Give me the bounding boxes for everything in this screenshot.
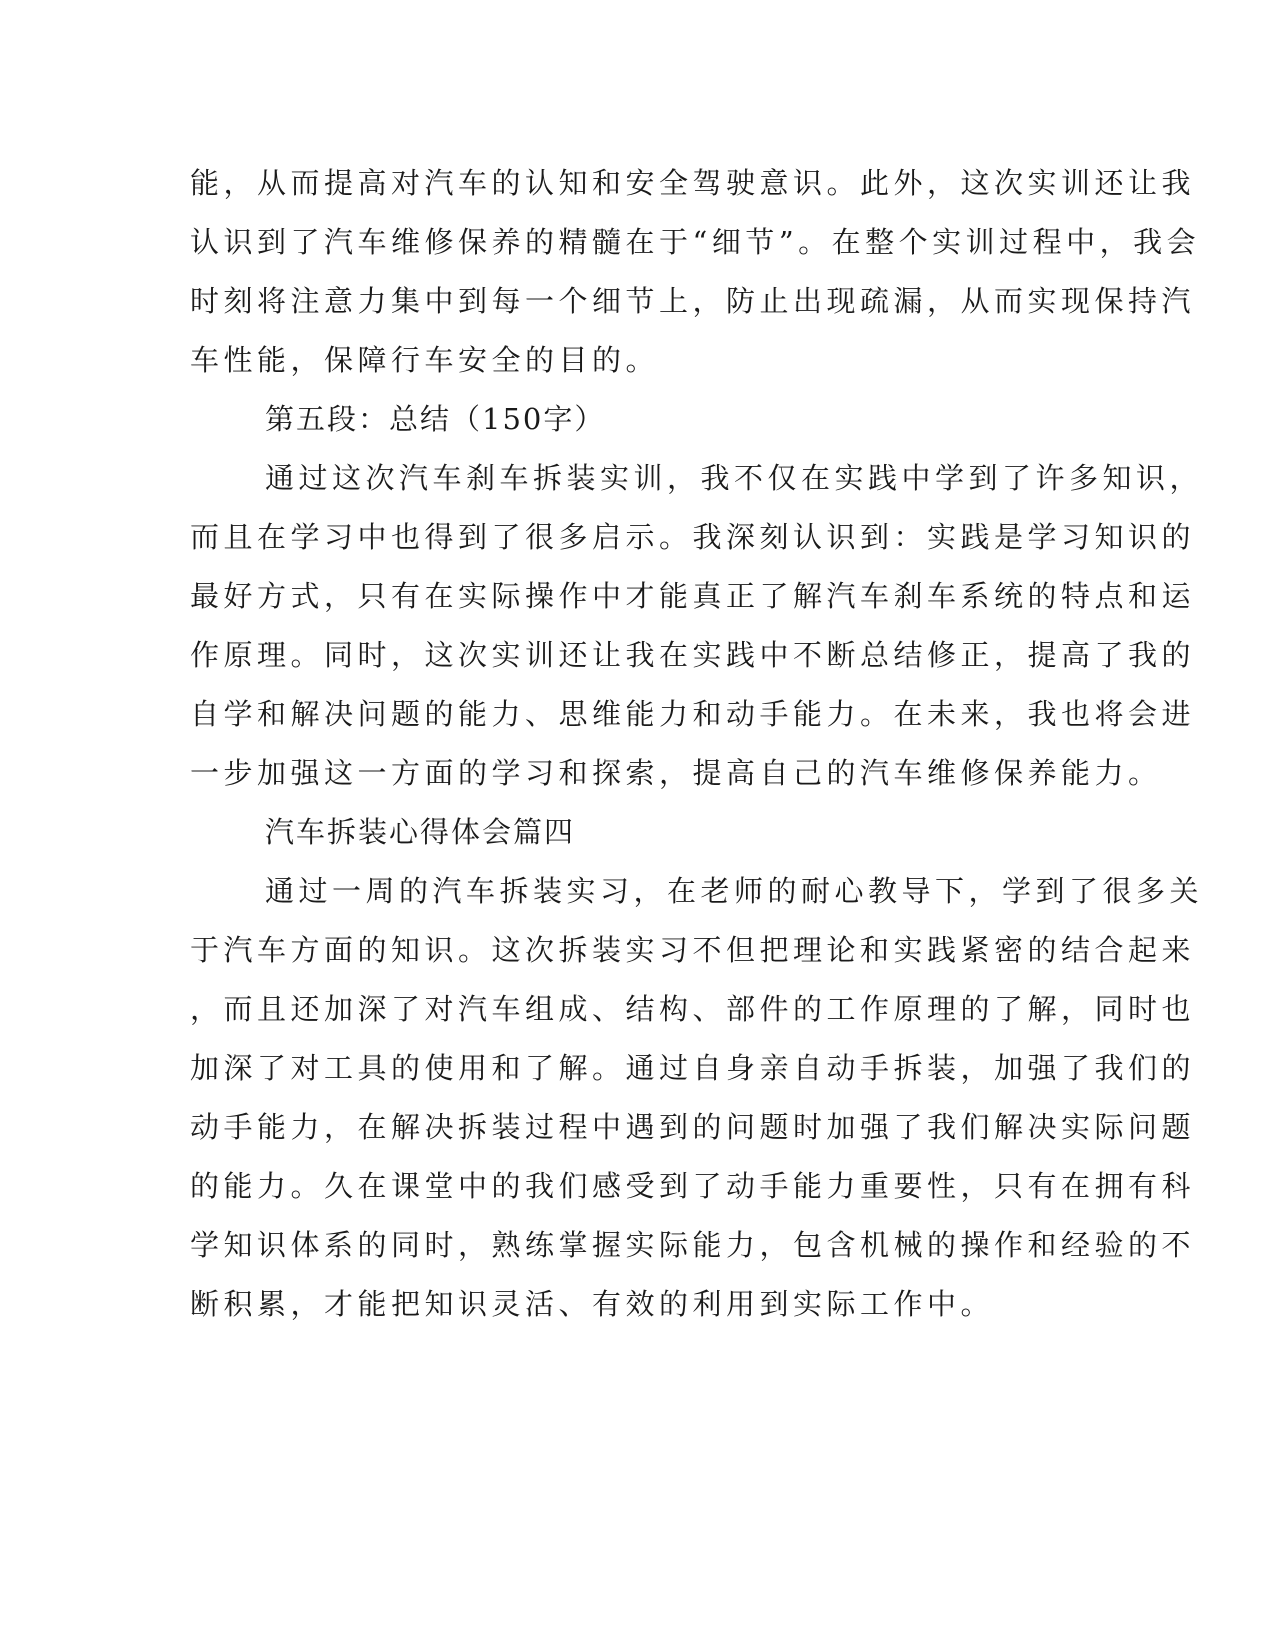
paragraph-line: 车性能，保障行车安全的目的。 <box>190 343 660 377</box>
paragraph-line: 自学和解决问题的能力、思维能力和动手能力。在未来，我也将会进 <box>190 697 1196 731</box>
paragraph-line: 的能力。久在课堂中的我们感受到了动手能力重要性，只有在拥有科 <box>190 1169 1196 1203</box>
paragraph-line: 学知识体系的同时，熟练掌握实际能力，包含机械的操作和经验的不 <box>190 1228 1196 1262</box>
paragraph-line: 而且在学习中也得到了很多启示。我深刻认识到：实践是学习知识的 <box>190 520 1196 554</box>
paragraph-line: 通过这次汽车刹车拆装实训，我不仅在实践中学到了许多知识， <box>265 461 1204 495</box>
part-heading: 汽车拆装心得体会篇四 <box>265 815 576 849</box>
paragraph-line: 通过一周的汽车拆装实习，在老师的耐心教导下，学到了很多关 <box>265 874 1204 908</box>
section-heading: 第五段：总结（150字） <box>265 402 606 436</box>
paragraph-line: 认识到了汽车维修保养的精髓在于“细节”。在整个实训过程中，我会 <box>190 225 1201 259</box>
paragraph-line: 最好方式，只有在实际操作中才能真正了解汽车刹车系统的特点和运 <box>190 579 1196 613</box>
paragraph-line: 一步加强这一方面的学习和探索，提高自己的汽车维修保养能力。 <box>190 756 1162 790</box>
paragraph-line: 时刻将注意力集中到每一个细节上，防止出现疏漏，从而实现保持汽 <box>190 284 1196 318</box>
paragraph-line: 于汽车方面的知识。这次拆装实习不但把理论和实践紧密的结合起来 <box>190 933 1196 967</box>
paragraph-line: 加深了对工具的使用和了解。通过自身亲自动手拆装，加强了我们的 <box>190 1051 1196 1085</box>
document-page <box>190 0 1204 1650</box>
paragraph-line: 断积累，才能把知识灵活、有效的利用到实际工作中。 <box>190 1287 995 1321</box>
paragraph-line: 动手能力，在解决拆装过程中遇到的问题时加强了我们解决实际问题 <box>190 1110 1196 1144</box>
paragraph-line: ，而且还加深了对汽车组成、结构、部件的工作原理的了解，同时也 <box>190 992 1196 1026</box>
paragraph-line: 能，从而提高对汽车的认知和安全驾驶意识。此外，这次实训还让我 <box>190 166 1196 200</box>
paragraph-line: 作原理。同时，这次实训还让我在实践中不断总结修正，提高了我的 <box>190 638 1196 672</box>
